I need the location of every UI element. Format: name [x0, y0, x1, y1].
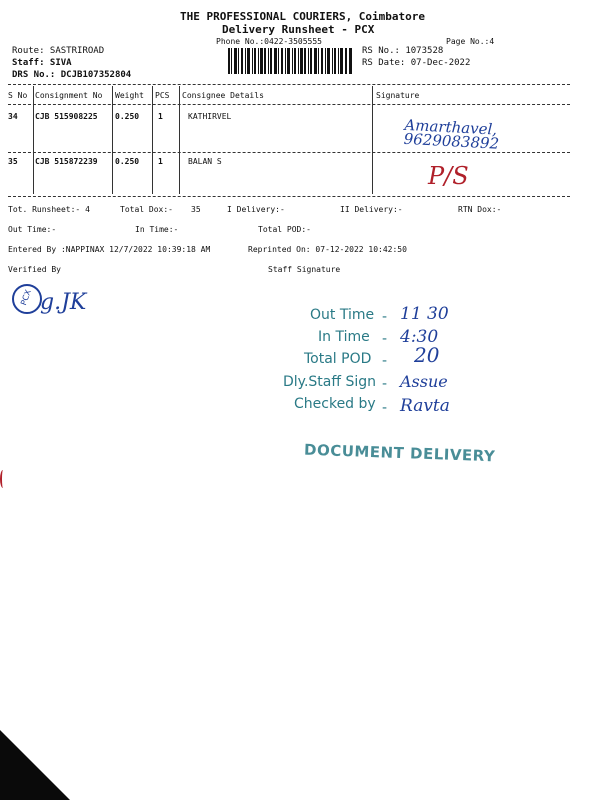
row-35-consignment: CJB 515872239 [35, 157, 98, 166]
rtn-dox: RTN Dox:- [458, 205, 502, 214]
col-divider [112, 86, 113, 194]
pcx-seal [12, 284, 42, 314]
document-delivery-stamp: DOCUMENT DELIVERY [303, 440, 496, 466]
row-34-pcs: 1 [158, 112, 163, 121]
col-header-consignment: Consignment No [35, 91, 103, 100]
stamp-staff-sign-value: Assue [400, 372, 448, 391]
col-header-pcs: PCS [155, 91, 170, 100]
total-dox-label: Total Dox:- [120, 205, 173, 214]
col-header-signature: Signature [376, 91, 420, 100]
row-35-weight: 0.250 [115, 157, 140, 166]
company-name: THE PROFESSIONAL COURIERS, Coimbatore [180, 10, 426, 23]
i-delivery: I Delivery:- [227, 205, 285, 214]
stamp-out-time-value: 11 30 [400, 304, 449, 324]
ii-delivery: II Delivery:- [340, 205, 403, 214]
row-35-sno: 35 [8, 157, 18, 166]
staff-signature-label: Staff Signature [268, 265, 341, 274]
table-top-rule [8, 84, 570, 85]
row-34-sno: 34 [8, 112, 18, 121]
page-number: Page No.:4 [446, 37, 495, 46]
route: Route: SASTRIROAD [12, 46, 105, 56]
staff: Staff: SIVA [12, 58, 72, 68]
row-rule [8, 152, 570, 153]
row-34-consignment: CJB 515908225 [35, 112, 98, 121]
col-divider [179, 86, 180, 194]
row-35-signature: P/S [428, 162, 469, 190]
col-divider [33, 86, 34, 194]
verifier-initials: g.JK [40, 290, 87, 315]
col-header-consignee: Consignee Details [182, 91, 264, 100]
seal-text: PCX [18, 288, 33, 307]
table-bottom-rule [8, 196, 570, 197]
col-divider [152, 86, 153, 194]
reprinted-on: Reprinted On: 07-12-2022 10:42:50 [248, 245, 407, 254]
stamp-dash: - [382, 400, 388, 416]
row-34-signature: Amarthavel, 9629083892 [403, 115, 500, 153]
out-time: Out Time:- [8, 225, 57, 234]
in-time: In Time:- [135, 225, 179, 234]
col-header-sno: S No [8, 91, 28, 100]
total-runsheet: Tot. Runsheet:- 4 [8, 205, 90, 214]
stamp-dash: - [382, 376, 388, 392]
barcode [228, 48, 352, 74]
total-dox-value: 35 [191, 205, 201, 214]
col-divider [372, 86, 373, 194]
scan-artifact-left-mark [0, 470, 6, 488]
rs-date: RS Date: 07-Dec-2022 [362, 58, 471, 68]
col-header-weight: Weight [115, 91, 144, 100]
stamp-total-pod-label: Total POD [304, 351, 372, 367]
stamp-checked-by-value: Ravta [400, 396, 450, 416]
stamp-staff-sign-label: Dly.Staff Sign [283, 374, 376, 390]
sheet-title: Delivery Runsheet - PCX [222, 23, 375, 36]
row-34-consignee: KATHIRVEL [188, 112, 232, 121]
stamp-in-time-value: 4:30 [400, 327, 439, 347]
stamp-dash: - [382, 353, 388, 369]
stamp-dash: - [382, 309, 388, 325]
stamp-dash: - [382, 331, 388, 347]
total-pod: Total POD:- [258, 225, 311, 234]
verified-by: Verified By [8, 265, 61, 274]
phone-number: Phone No.:0422-3505555 [216, 37, 322, 46]
drs-number: DRS No.: DCJB107352804 [12, 70, 132, 80]
entered-by: Entered By :NAPPINAX 12/7/2022 10:39:18 AM [8, 245, 211, 254]
row-35-pcs: 1 [158, 157, 163, 166]
scan-shadow-corner [0, 730, 70, 800]
stamp-checked-by-label: Checked by [294, 396, 376, 412]
header-rule [8, 104, 570, 105]
stamp-out-time-label: Out Time [310, 307, 375, 323]
stamp-in-time-label: In Time [318, 329, 370, 345]
row-35-consignee: BALAN S [188, 157, 222, 166]
row-34-weight: 0.250 [115, 112, 140, 121]
stamp-total-pod-value: 20 [414, 343, 440, 367]
rs-number: RS No.: 1073528 [362, 46, 444, 56]
